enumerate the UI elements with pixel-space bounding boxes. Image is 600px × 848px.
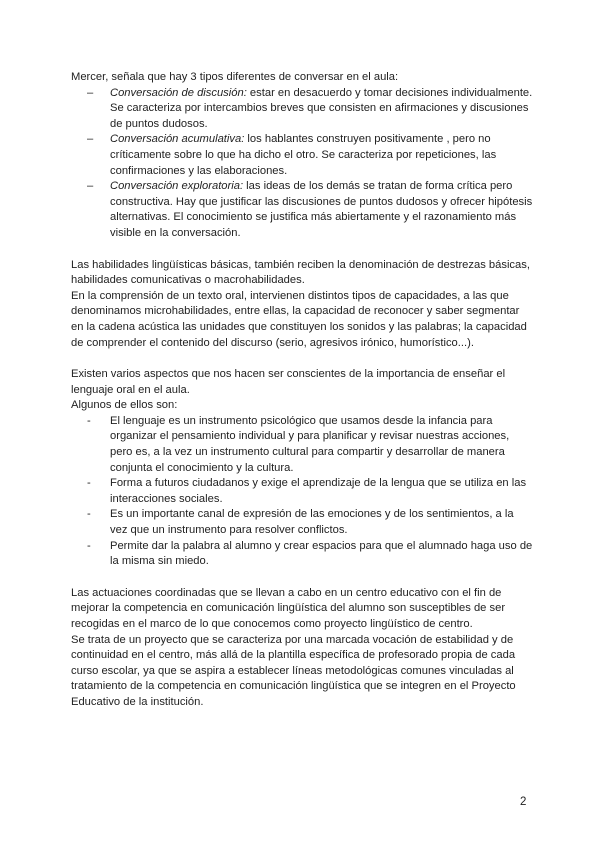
aspect-text: Forma a futuros ciudadanos y exige el aprendizaje de la lengua que se utiliza en las interacciones sociales. xyxy=(110,477,527,505)
dash-bullet: – xyxy=(87,86,94,99)
conversation-description: estar en desacuerdo y tomar decisiones individualmente. Se caracteriza por intercambios breves que consisten en afirmaciones y discusiones de puntos dudosos. xyxy=(110,86,533,130)
conversation-term: Conversación acumulativa: xyxy=(110,133,245,146)
intro-paragraph: Mercer, señala que hay 3 tipos diferentes de conversar en el aula: xyxy=(71,71,399,83)
list-item xyxy=(71,86,533,133)
hyphen-bullet: - xyxy=(87,539,91,552)
list-item xyxy=(71,539,533,570)
conversation-description: los hablantes construyen positivamente , pero no críticamente sobre lo que ha dicho el otro. Se caracteriza por repeticiones, las confirmaciones y las elaboraciones. xyxy=(110,133,497,177)
dash-bullet: – xyxy=(87,180,94,193)
aspectos-intro: Algunos de ellos son: xyxy=(71,399,178,412)
page-number: 2 xyxy=(520,796,527,808)
conversation-types-list xyxy=(71,86,533,242)
hyphen-bullet: - xyxy=(87,508,91,521)
list-item xyxy=(71,414,533,476)
habilidades-paragraph: Las habilidades lingüísticas básicas, también reciben la denominación de destrezas básicas, habilidades comunicativas o macrohabilidades. xyxy=(71,258,530,287)
list-item xyxy=(71,507,533,538)
actuaciones-paragraph: Las actuaciones coordinadas que se llevan a cabo en un centro educativo con el fin de mejorar la competencia en comunicación lingüística del alumno son susceptibles de ser recogidas en el marco de lo que conocemos como proyecto lingüístico de centro. xyxy=(71,586,506,630)
dash-bullet: – xyxy=(87,133,94,146)
comprension-paragraph: En la comprensión de un texto oral, intervienen distintos tipos de capacidades, a las que denominamos microhabilidades, entre ellas, la capacidad de reconocer y saber segmentar en la cadena acústica las unidades que constituyen los sonidos y las palabras; la capacidad de comprender el contenido del discurso (serio, agresivos irónico, humorístico...). xyxy=(71,289,527,349)
hyphen-bullet: - xyxy=(87,414,91,427)
list-item xyxy=(71,132,533,179)
conversation-description: las ideas de los demás se tratan de forma crítica pero constructiva. Hay que justificar las discusiones de puntos dudosos y ofrecer hipótesis alternativas. El conocimiento se justifica más abiertamente y el razonamiento más visible en la conversación. xyxy=(110,180,533,239)
aspect-text: El lenguaje es un instrumento psicológico que usamos desde la infancia para organizar el pensamiento individual y para planificar y revisar nuestras acciones, pero es, a la vez un instrumento cultural para compartir y desarrollar de manera conjunta el conocimiento y la cultura. xyxy=(110,414,510,474)
proyecto-paragraph: Se trata de un proyecto que se caracteriza por una marcada vocación de estabilidad y de continuidad en el centro, más allá de la plantilla específica de profesorado propia de cada curso escolar, ya que se aspira a establecer líneas metodológicas comunes vinculadas al tratamiento de la competencia en comunicación lingüística que se integren en el Proyecto Educativo de la institución. xyxy=(71,633,516,708)
aspectos-paragraph: Existen varios aspectos que nos hacen ser conscientes de la importancia de enseñar el lenguaje oral en el aula. xyxy=(71,368,506,396)
document-page xyxy=(71,70,533,711)
aspect-text: Permite dar la palabra al alumno y crear espacios para que el alumnado haga uso de la misma sin miedo. xyxy=(110,539,533,568)
list-item xyxy=(71,476,533,507)
conversation-term: Conversación de discusión: xyxy=(110,86,247,99)
list-item xyxy=(71,179,533,241)
hyphen-bullet: - xyxy=(87,477,91,490)
aspect-text: Es un importante canal de expresión de las emociones y de los sentimientos, a la vez que un instrumento para resolver conflictos. xyxy=(110,508,514,537)
conversation-term: Conversación exploratoria: xyxy=(110,180,244,193)
aspects-list xyxy=(71,414,533,570)
